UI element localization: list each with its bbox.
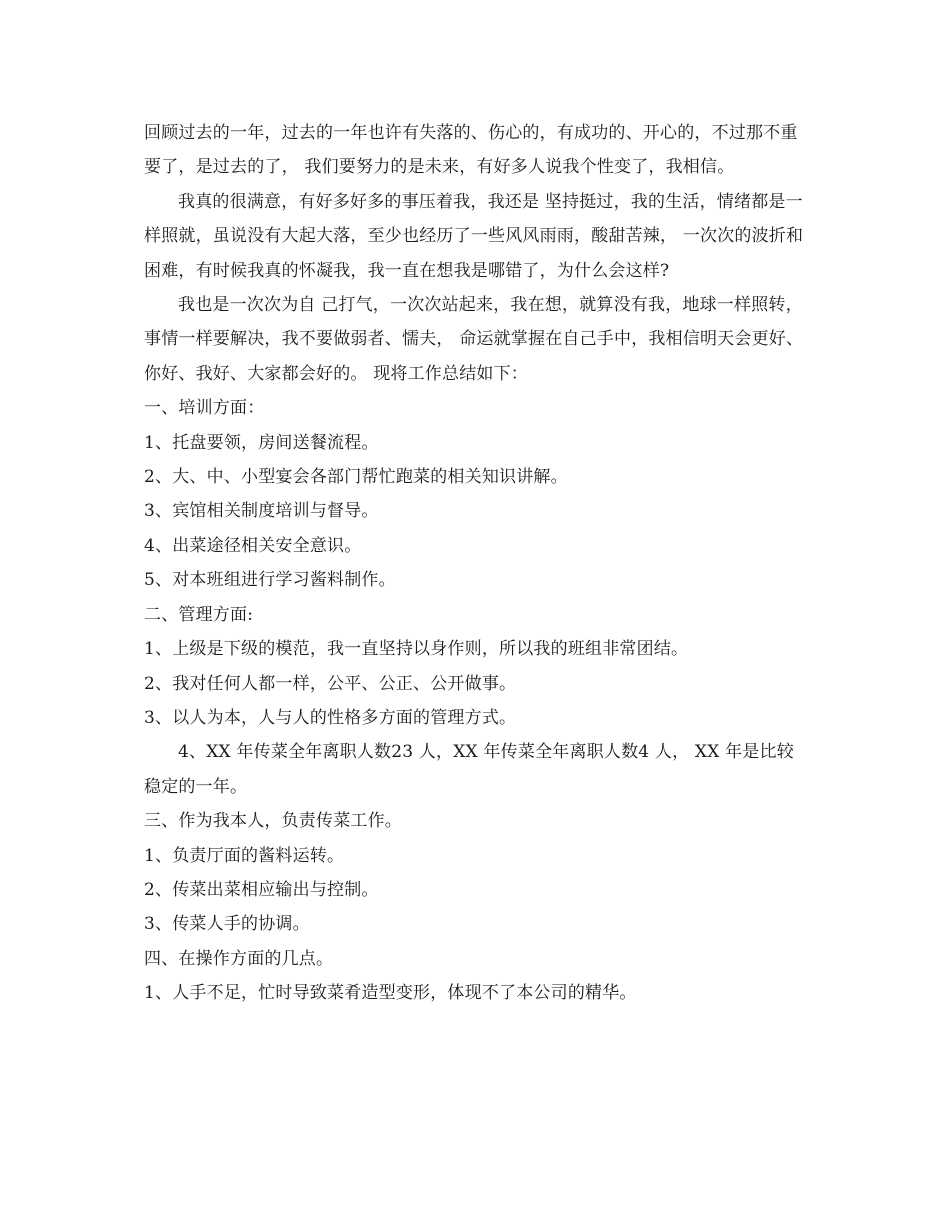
list-item: 1、托盘要领，房间送餐流程。	[144, 432, 379, 453]
list-item: 1、负责厅面的酱料运转。	[144, 845, 345, 866]
section-heading-management: 二、管理方面:	[144, 604, 254, 625]
list-item: 1、上级是下级的模范，我一直坚持以身作则，所以我的班组非常团结。	[144, 639, 689, 660]
paragraph-review: 回顾过去的一年，过去的一年也许有失落的、伤心的，有成功的、开心的，不过那不重要了，是过去的了， 我们要努力的是未来，有好多人说我个性变了，我相信。	[144, 123, 798, 178]
list-item: 4、XX 年传菜全年离职人数23 人，XX 年传菜全年离职人数4 人， XX 年是比较稳定的一年。	[144, 742, 794, 797]
list-item: 3、传菜人手的协调。	[144, 914, 310, 935]
paragraph-encouragement: 我也是一次次为自 己打气，一次次站起来，我在想，就算没有我，地球一样照转，事情一样要解决，我不要做弱者、懦夫， 命运就掌握在自己手中，我相信明天会更好、你好、我好、大家都会好的。 现将工作总结如下：	[144, 295, 804, 384]
paragraph-satisfaction: 我真的很满意，有好多好多的事压着我，我还是 坚持挺过，我的生活，情绪都是一样照就，虽说没有大起大落，至少也经历了一些风风雨雨，酸甜苦辣， 一次次的波折和困难，有时候我真的怀凝我，我一直在想我是哪错了，为什么会这样?	[144, 191, 804, 281]
list-item: 3、宾馆相关制度培训与督导。	[144, 501, 379, 522]
list-item: 2、传菜出菜相应输出与控制。	[144, 879, 379, 900]
list-item: 3、以人为本，人与人的性格多方面的管理方式。	[144, 707, 517, 728]
list-item: 5、对本班组进行学习酱料制作。	[144, 570, 396, 591]
list-item: 1、人手不足，忙时导致菜肴造型变形，体现不了本公司的精华。	[144, 983, 637, 1004]
section-heading-operations: 四、在操作方面的几点。	[144, 948, 334, 969]
list-item: 4、出菜途径相关安全意识。	[144, 535, 362, 556]
section-heading-personal: 三、作为我本人，负责传菜工作。	[144, 811, 402, 832]
list-item: 2、大、中、小型宴会各部门帮忙跑菜的相关知识讲解。	[144, 467, 568, 488]
section-heading-training: 一、培训方面：	[144, 398, 265, 419]
document-body	[144, 116, 808, 1011]
list-item: 2、我对任何人都一样，公平、公正、公开做事。	[144, 673, 517, 694]
